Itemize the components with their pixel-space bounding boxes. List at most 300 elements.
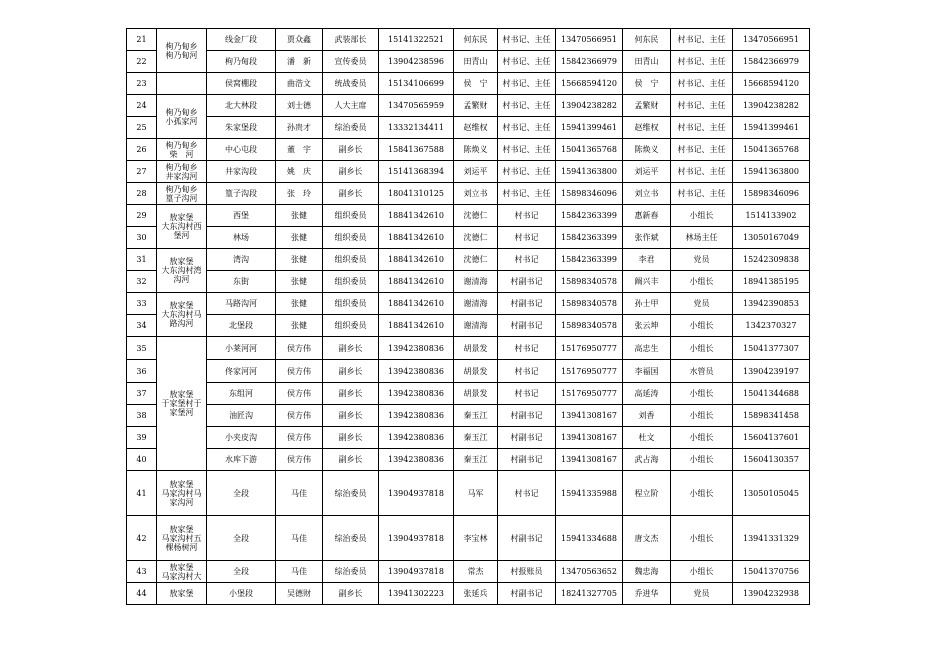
- village-chief-name-cell: 刘立书: [454, 183, 498, 205]
- township-chief-name-cell: 张健: [276, 249, 323, 271]
- section-cell: 井家沟段: [207, 161, 276, 183]
- township-chief-phone-cell: 13332134411: [379, 117, 454, 139]
- village-chief-phone-cell: 15842363399: [556, 249, 623, 271]
- township-chief-name-cell: 马佳: [276, 471, 323, 516]
- township-chief-phone-cell: 13904937818: [379, 561, 454, 583]
- village-chief-name-cell: 胡景发: [454, 383, 498, 405]
- group-chief-name-cell: 魏忠海: [623, 561, 671, 583]
- section-cell: 马路沟河: [207, 293, 276, 315]
- section-cell: 线金厂段: [207, 29, 276, 51]
- township-chief-name-cell: 马佳: [276, 561, 323, 583]
- river-area-cell: 枸乃甸乡 柴 河: [157, 139, 207, 161]
- township-chief-name-cell: 张健: [276, 293, 323, 315]
- river-chief-table: [126, 28, 810, 605]
- township-chief-role-cell: 组织委员: [323, 271, 379, 293]
- township-chief-name-cell: 张 玲: [276, 183, 323, 205]
- village-chief-phone-cell: 15898340578: [556, 271, 623, 293]
- group-chief-role-cell: 小组长: [671, 449, 733, 471]
- village-chief-name-cell: 秦玉江: [454, 449, 498, 471]
- township-chief-name-cell: 贾众鑫: [276, 29, 323, 51]
- river-area-cell: 敖家堡 大东沟村马 路沟河: [157, 293, 207, 337]
- township-chief-role-cell: 副乡长: [323, 337, 379, 360]
- village-chief-role-cell: 村书记、主任: [498, 183, 556, 205]
- township-chief-role-cell: 副乡长: [323, 139, 379, 161]
- river-area-cell: 敖家堡 马家沟村大: [157, 561, 207, 583]
- township-chief-role-cell: 副乡长: [323, 405, 379, 427]
- township-chief-name-cell: 董 宇: [276, 139, 323, 161]
- group-chief-phone-cell: 13050167049: [733, 227, 810, 249]
- group-chief-role-cell: 村书记、主任: [671, 139, 733, 161]
- township-chief-phone-cell: 13942380836: [379, 383, 454, 405]
- group-chief-name-cell: 侯 宁: [623, 73, 671, 95]
- group-chief-name-cell: 高忠生: [623, 337, 671, 360]
- group-chief-role-cell: 小组长: [671, 271, 733, 293]
- group-chief-name-cell: 乔进华: [623, 583, 671, 605]
- table-row: [127, 139, 810, 161]
- township-chief-role-cell: 副乡长: [323, 383, 379, 405]
- township-chief-phone-cell: 18841342610: [379, 315, 454, 337]
- village-chief-name-cell: 孟繁财: [454, 95, 498, 117]
- village-chief-role-cell: 村书记: [498, 471, 556, 516]
- village-chief-role-cell: 村副书记: [498, 427, 556, 449]
- river-area-cell: 枸乃甸乡 枸乃甸河: [157, 29, 207, 73]
- row-number-cell: 26: [127, 139, 157, 161]
- township-chief-role-cell: 副乡长: [323, 449, 379, 471]
- township-chief-name-cell: 张健: [276, 315, 323, 337]
- village-chief-phone-cell: 15941363800: [556, 161, 623, 183]
- village-chief-name-cell: 秦玉江: [454, 427, 498, 449]
- group-chief-name-cell: 陈焕义: [623, 139, 671, 161]
- township-chief-name-cell: 张健: [276, 271, 323, 293]
- township-chief-phone-cell: 13942380836: [379, 449, 454, 471]
- township-chief-phone-cell: 13941302223: [379, 583, 454, 605]
- township-chief-phone-cell: 13942380836: [379, 405, 454, 427]
- township-chief-role-cell: 组织委员: [323, 293, 379, 315]
- table-row: [127, 51, 810, 73]
- township-chief-phone-cell: 15841367588: [379, 139, 454, 161]
- township-chief-phone-cell: 13942380836: [379, 427, 454, 449]
- village-chief-role-cell: 村书记、主任: [498, 51, 556, 73]
- group-chief-role-cell: 村书记、主任: [671, 95, 733, 117]
- township-chief-role-cell: 综治委员: [323, 471, 379, 516]
- group-chief-phone-cell: 13942390853: [733, 293, 810, 315]
- section-cell: 佟家河河: [207, 360, 276, 383]
- village-chief-phone-cell: 18241327705: [556, 583, 623, 605]
- group-chief-phone-cell: 13050105045: [733, 471, 810, 516]
- group-chief-phone-cell: 15898341458: [733, 405, 810, 427]
- table-row: [127, 73, 810, 95]
- township-chief-role-cell: 武装部长: [323, 29, 379, 51]
- village-chief-role-cell: 村副书记: [498, 516, 556, 561]
- village-chief-role-cell: 村书记: [498, 227, 556, 249]
- group-chief-role-cell: 水管员: [671, 360, 733, 383]
- township-chief-role-cell: 组织委员: [323, 205, 379, 227]
- group-chief-role-cell: 村书记、主任: [671, 73, 733, 95]
- township-chief-name-cell: 潘 新: [276, 51, 323, 73]
- table-row: [127, 337, 810, 360]
- village-chief-phone-cell: 15176950777: [556, 360, 623, 383]
- section-cell: 林场: [207, 227, 276, 249]
- village-chief-role-cell: 村书记、主任: [498, 29, 556, 51]
- group-chief-role-cell: 小组长: [671, 471, 733, 516]
- village-chief-role-cell: 村书记: [498, 337, 556, 360]
- group-chief-phone-cell: 18941385195: [733, 271, 810, 293]
- group-chief-phone-cell: 15604137601: [733, 427, 810, 449]
- river-area-cell: 敖家堡 于家堡村于 家堡河: [157, 337, 207, 471]
- group-chief-phone-cell: 15842366979: [733, 51, 810, 73]
- village-chief-role-cell: 村书记、主任: [498, 95, 556, 117]
- township-chief-role-cell: 副乡长: [323, 427, 379, 449]
- township-chief-name-cell: 侯方伟: [276, 449, 323, 471]
- village-chief-phone-cell: 15898340578: [556, 293, 623, 315]
- table-row: [127, 161, 810, 183]
- section-cell: 水库下游: [207, 449, 276, 471]
- group-chief-name-cell: 刘香: [623, 405, 671, 427]
- table-row: [127, 315, 810, 337]
- township-chief-role-cell: 组织委员: [323, 249, 379, 271]
- row-number-cell: 21: [127, 29, 157, 51]
- village-chief-phone-cell: 13904238282: [556, 95, 623, 117]
- section-cell: 北堡段: [207, 315, 276, 337]
- village-chief-phone-cell: 15668594120: [556, 73, 623, 95]
- village-chief-role-cell: 村书记: [498, 360, 556, 383]
- village-chief-phone-cell: 15898340578: [556, 315, 623, 337]
- township-chief-name-cell: 侯方伟: [276, 383, 323, 405]
- village-chief-phone-cell: 15842363399: [556, 205, 623, 227]
- row-number-cell: 36: [127, 360, 157, 383]
- group-chief-phone-cell: 15668594120: [733, 73, 810, 95]
- table-row: [127, 449, 810, 471]
- section-cell: 油匠沟: [207, 405, 276, 427]
- village-chief-name-cell: 沈德仁: [454, 249, 498, 271]
- group-chief-phone-cell: 1342370327: [733, 315, 810, 337]
- group-chief-role-cell: 村书记、主任: [671, 183, 733, 205]
- group-chief-phone-cell: 13941331329: [733, 516, 810, 561]
- section-cell: 北大林段: [207, 95, 276, 117]
- township-chief-role-cell: 综治委员: [323, 117, 379, 139]
- group-chief-phone-cell: 13904239197: [733, 360, 810, 383]
- row-number-cell: 40: [127, 449, 157, 471]
- township-chief-role-cell: 副乡长: [323, 183, 379, 205]
- table-row: [127, 516, 810, 561]
- group-chief-name-cell: 阚兴丰: [623, 271, 671, 293]
- section-cell: 全段: [207, 516, 276, 561]
- row-number-cell: 22: [127, 51, 157, 73]
- row-number-cell: 32: [127, 271, 157, 293]
- village-chief-phone-cell: 13941308167: [556, 427, 623, 449]
- township-chief-name-cell: 刘士德: [276, 95, 323, 117]
- table-row: [127, 205, 810, 227]
- township-chief-role-cell: 统战委员: [323, 73, 379, 95]
- group-chief-role-cell: 村书记、主任: [671, 161, 733, 183]
- row-number-cell: 43: [127, 561, 157, 583]
- village-chief-name-cell: 陈焕义: [454, 139, 498, 161]
- village-chief-name-cell: 李宝林: [454, 516, 498, 561]
- village-chief-phone-cell: 13941308167: [556, 449, 623, 471]
- group-chief-role-cell: 林场主任: [671, 227, 733, 249]
- township-chief-name-cell: 侯方伟: [276, 405, 323, 427]
- section-cell: 朱家堡段: [207, 117, 276, 139]
- river-area-cell: 枸乃甸乡 井家沟河: [157, 161, 207, 183]
- table-row: [127, 561, 810, 583]
- village-chief-phone-cell: 15941399461: [556, 117, 623, 139]
- village-chief-phone-cell: 15941334688: [556, 516, 623, 561]
- village-chief-phone-cell: 15176950777: [556, 337, 623, 360]
- village-chief-phone-cell: 15176950777: [556, 383, 623, 405]
- group-chief-name-cell: 孟繁财: [623, 95, 671, 117]
- township-chief-role-cell: 副乡长: [323, 583, 379, 605]
- village-chief-phone-cell: 15898346096: [556, 183, 623, 205]
- township-chief-phone-cell: 18041310125: [379, 183, 454, 205]
- group-chief-name-cell: 惠新春: [623, 205, 671, 227]
- township-chief-phone-cell: 18841342610: [379, 227, 454, 249]
- table-row: [127, 293, 810, 315]
- village-chief-name-cell: 常杰: [454, 561, 498, 583]
- village-chief-role-cell: 村副书记: [498, 583, 556, 605]
- township-chief-role-cell: 副乡长: [323, 161, 379, 183]
- river-area-cell: 敖家堡 马家沟村五 棵杨树河: [157, 516, 207, 561]
- village-chief-name-cell: 秦玉江: [454, 405, 498, 427]
- row-number-cell: 23: [127, 73, 157, 95]
- table-row: [127, 383, 810, 405]
- group-chief-role-cell: 小组长: [671, 516, 733, 561]
- table-row: [127, 117, 810, 139]
- group-chief-phone-cell: 15941363800: [733, 161, 810, 183]
- township-chief-phone-cell: 18841342610: [379, 205, 454, 227]
- township-chief-role-cell: 组织委员: [323, 227, 379, 249]
- table-row: [127, 360, 810, 383]
- group-chief-name-cell: 刘运平: [623, 161, 671, 183]
- village-chief-name-cell: 胡景发: [454, 360, 498, 383]
- village-chief-name-cell: 张延兵: [454, 583, 498, 605]
- section-cell: 全段: [207, 561, 276, 583]
- group-chief-role-cell: 小组长: [671, 337, 733, 360]
- township-chief-role-cell: 副乡长: [323, 360, 379, 383]
- village-chief-name-cell: 侯 宁: [454, 73, 498, 95]
- section-cell: 湾沟: [207, 249, 276, 271]
- section-cell: 小堡段: [207, 583, 276, 605]
- township-chief-phone-cell: 15141322521: [379, 29, 454, 51]
- village-chief-role-cell: 村副书记: [498, 315, 556, 337]
- village-chief-name-cell: 刘运平: [454, 161, 498, 183]
- group-chief-name-cell: 孙士甲: [623, 293, 671, 315]
- group-chief-name-cell: 李君: [623, 249, 671, 271]
- group-chief-phone-cell: 15941399461: [733, 117, 810, 139]
- section-cell: 中心屯段: [207, 139, 276, 161]
- table-row: [127, 95, 810, 117]
- river-area-cell: 枸乃甸乡 篁子沟河: [157, 183, 207, 205]
- group-chief-name-cell: 何东民: [623, 29, 671, 51]
- village-chief-role-cell: 村副书记: [498, 293, 556, 315]
- row-number-cell: 29: [127, 205, 157, 227]
- village-chief-role-cell: 村书记、主任: [498, 139, 556, 161]
- group-chief-name-cell: 唐文杰: [623, 516, 671, 561]
- township-chief-phone-cell: 13904937818: [379, 516, 454, 561]
- group-chief-name-cell: 张云坤: [623, 315, 671, 337]
- village-chief-role-cell: 村书记、主任: [498, 161, 556, 183]
- township-chief-name-cell: 孙贵才: [276, 117, 323, 139]
- group-chief-name-cell: 杜文: [623, 427, 671, 449]
- village-chief-role-cell: 村副书记: [498, 405, 556, 427]
- group-chief-phone-cell: 15041365768: [733, 139, 810, 161]
- village-chief-phone-cell: 13941308167: [556, 405, 623, 427]
- river-area-cell: 敖家堡 马家沟村马 家沟河: [157, 471, 207, 516]
- township-chief-role-cell: 人大主席: [323, 95, 379, 117]
- township-chief-phone-cell: 13942380836: [379, 360, 454, 383]
- township-chief-phone-cell: 18841342610: [379, 249, 454, 271]
- river-area-cell: 敖家堡: [157, 583, 207, 605]
- group-chief-role-cell: 小组长: [671, 561, 733, 583]
- section-cell: 小夹皮沟: [207, 427, 276, 449]
- township-chief-name-cell: 张健: [276, 205, 323, 227]
- group-chief-phone-cell: 15898346096: [733, 183, 810, 205]
- group-chief-name-cell: 武占海: [623, 449, 671, 471]
- township-chief-name-cell: 侯方伟: [276, 360, 323, 383]
- village-chief-name-cell: 谢清海: [454, 271, 498, 293]
- table-row: [127, 471, 810, 516]
- group-chief-role-cell: 党员: [671, 293, 733, 315]
- group-chief-role-cell: 党员: [671, 249, 733, 271]
- township-chief-phone-cell: 18841342610: [379, 293, 454, 315]
- river-area-cell: 枸乃甸乡 小孤家河: [157, 95, 207, 139]
- group-chief-phone-cell: 15041377307: [733, 337, 810, 360]
- section-cell: 篁子沟段: [207, 183, 276, 205]
- row-number-cell: 28: [127, 183, 157, 205]
- row-number-cell: 37: [127, 383, 157, 405]
- township-chief-name-cell: 张健: [276, 227, 323, 249]
- township-chief-role-cell: 宣传委员: [323, 51, 379, 73]
- village-chief-role-cell: 村报账员: [498, 561, 556, 583]
- village-chief-phone-cell: 15842366979: [556, 51, 623, 73]
- village-chief-name-cell: 田青山: [454, 51, 498, 73]
- township-chief-phone-cell: 13470565959: [379, 95, 454, 117]
- group-chief-role-cell: 小组长: [671, 405, 733, 427]
- section-cell: 西堡: [207, 205, 276, 227]
- group-chief-role-cell: 小组长: [671, 427, 733, 449]
- group-chief-phone-cell: 13470566951: [733, 29, 810, 51]
- table-row: [127, 29, 810, 51]
- group-chief-role-cell: 村书记、主任: [671, 51, 733, 73]
- row-number-cell: 25: [127, 117, 157, 139]
- row-number-cell: 42: [127, 516, 157, 561]
- row-number-cell: 31: [127, 249, 157, 271]
- township-chief-name-cell: 侯方伟: [276, 337, 323, 360]
- section-cell: 小莱河河: [207, 337, 276, 360]
- group-chief-name-cell: 李福国: [623, 360, 671, 383]
- row-number-cell: 34: [127, 315, 157, 337]
- village-chief-name-cell: 胡景发: [454, 337, 498, 360]
- river-area-cell: 敖家堡 大东沟村湾 沟河: [157, 249, 207, 293]
- group-chief-name-cell: 刘立书: [623, 183, 671, 205]
- table-row: [127, 183, 810, 205]
- village-chief-name-cell: 沈德仁: [454, 227, 498, 249]
- group-chief-role-cell: 小组长: [671, 315, 733, 337]
- village-chief-role-cell: 村书记、主任: [498, 73, 556, 95]
- table-row: [127, 405, 810, 427]
- township-chief-role-cell: 综治委员: [323, 516, 379, 561]
- group-chief-name-cell: 程立阶: [623, 471, 671, 516]
- village-chief-phone-cell: 13470566951: [556, 29, 623, 51]
- table-body: [127, 29, 810, 605]
- group-chief-phone-cell: 15041370756: [733, 561, 810, 583]
- row-number-cell: 30: [127, 227, 157, 249]
- group-chief-role-cell: 村书记、主任: [671, 29, 733, 51]
- village-chief-phone-cell: 15941335988: [556, 471, 623, 516]
- village-chief-role-cell: 村副书记: [498, 271, 556, 293]
- river-area-cell: 敖家堡 大东沟村西 堡河: [157, 205, 207, 249]
- table-row: [127, 271, 810, 293]
- section-cell: 东街: [207, 271, 276, 293]
- village-chief-role-cell: 村书记: [498, 383, 556, 405]
- section-cell: 侯窝棚段: [207, 73, 276, 95]
- table-row: [127, 427, 810, 449]
- township-chief-phone-cell: 13904238596: [379, 51, 454, 73]
- village-chief-role-cell: 村书记: [498, 205, 556, 227]
- group-chief-role-cell: 小组长: [671, 383, 733, 405]
- table-row: [127, 583, 810, 605]
- row-number-cell: 38: [127, 405, 157, 427]
- village-chief-phone-cell: 15842363399: [556, 227, 623, 249]
- group-chief-phone-cell: 15604130357: [733, 449, 810, 471]
- village-chief-name-cell: 谢清海: [454, 315, 498, 337]
- section-cell: 东组河: [207, 383, 276, 405]
- table-row: [127, 227, 810, 249]
- group-chief-role-cell: 村书记、主任: [671, 117, 733, 139]
- group-chief-phone-cell: 15041344688: [733, 383, 810, 405]
- village-chief-role-cell: 村书记: [498, 249, 556, 271]
- table-row: [127, 249, 810, 271]
- row-number-cell: 39: [127, 427, 157, 449]
- village-chief-phone-cell: 13470563652: [556, 561, 623, 583]
- township-chief-phone-cell: 13904937818: [379, 471, 454, 516]
- group-chief-phone-cell: 13904232938: [733, 583, 810, 605]
- row-number-cell: 27: [127, 161, 157, 183]
- village-chief-name-cell: 谢清海: [454, 293, 498, 315]
- township-chief-role-cell: 综治委员: [323, 561, 379, 583]
- group-chief-name-cell: 田青山: [623, 51, 671, 73]
- row-number-cell: 24: [127, 95, 157, 117]
- group-chief-role-cell: 小组长: [671, 205, 733, 227]
- row-number-cell: 41: [127, 471, 157, 516]
- group-chief-name-cell: 张作斌: [623, 227, 671, 249]
- township-chief-phone-cell: 15141368394: [379, 161, 454, 183]
- township-chief-name-cell: 姚 庆: [276, 161, 323, 183]
- village-chief-name-cell: 赵维权: [454, 117, 498, 139]
- township-chief-name-cell: 侯方伟: [276, 427, 323, 449]
- township-chief-name-cell: 吴德财: [276, 583, 323, 605]
- river-area-cell: [157, 73, 207, 95]
- village-chief-name-cell: 何东民: [454, 29, 498, 51]
- village-chief-name-cell: 沈德仁: [454, 205, 498, 227]
- village-chief-phone-cell: 15041365768: [556, 139, 623, 161]
- section-cell: 全段: [207, 471, 276, 516]
- township-chief-phone-cell: 15134106699: [379, 73, 454, 95]
- township-chief-role-cell: 组织委员: [323, 315, 379, 337]
- group-chief-name-cell: 高延涛: [623, 383, 671, 405]
- group-chief-role-cell: 党员: [671, 583, 733, 605]
- township-chief-phone-cell: 13942380836: [379, 337, 454, 360]
- section-cell: 枸乃甸段: [207, 51, 276, 73]
- village-chief-name-cell: 马军: [454, 471, 498, 516]
- row-number-cell: 44: [127, 583, 157, 605]
- village-chief-role-cell: 村书记、主任: [498, 117, 556, 139]
- township-chief-name-cell: 马佳: [276, 516, 323, 561]
- group-chief-name-cell: 赵维权: [623, 117, 671, 139]
- row-number-cell: 35: [127, 337, 157, 360]
- township-chief-phone-cell: 18841342610: [379, 271, 454, 293]
- group-chief-phone-cell: 13904238282: [733, 95, 810, 117]
- group-chief-phone-cell: 15242309838: [733, 249, 810, 271]
